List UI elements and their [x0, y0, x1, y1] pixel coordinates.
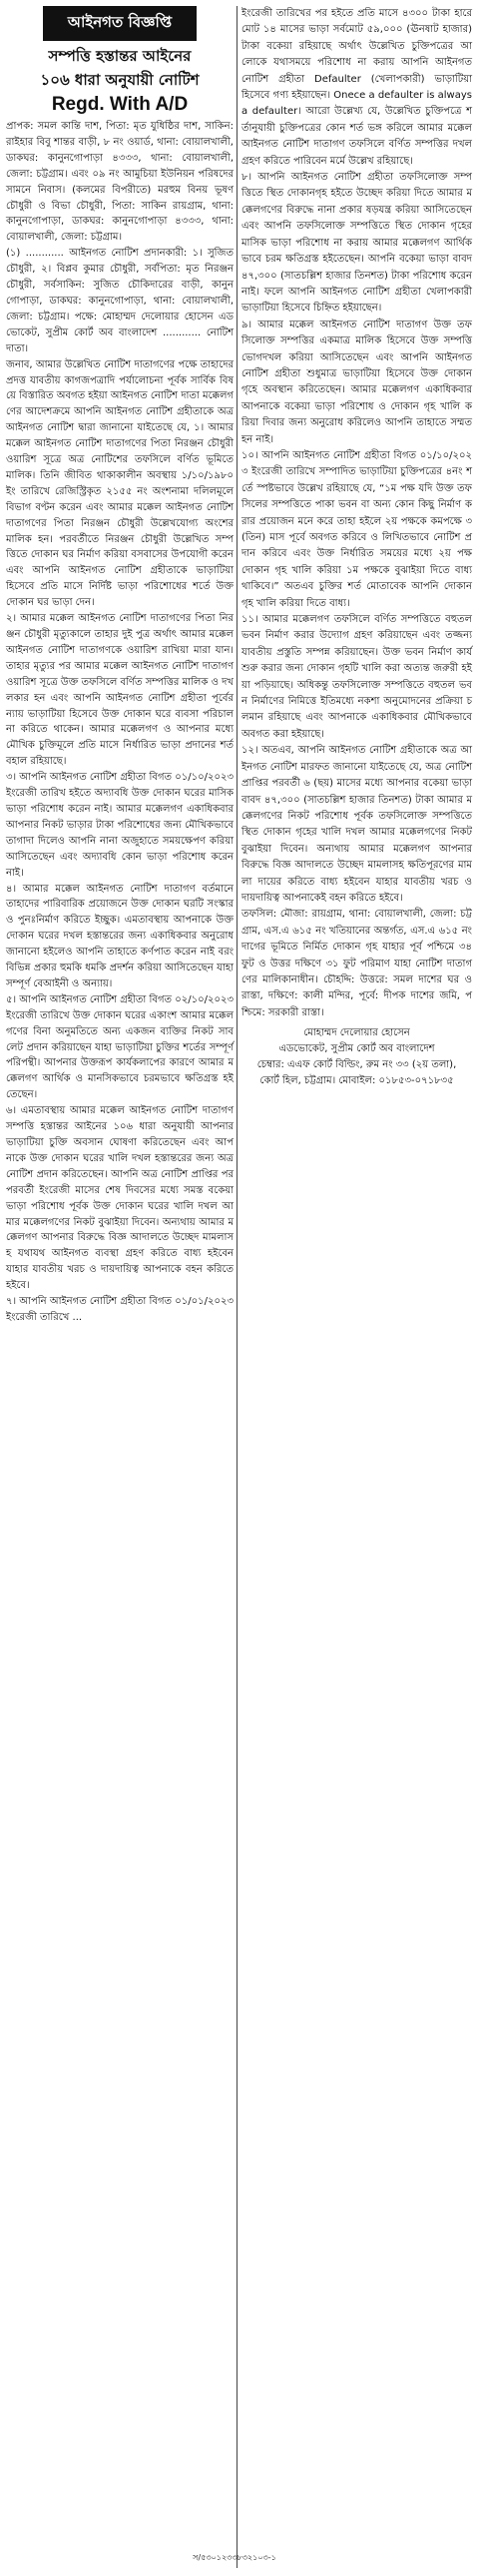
notice-headline-line1: সম্পত্তি হস্তান্তর আইনের — [48, 47, 192, 65]
notice-headline-line2: ১০৬ ধারা অনুযায়ী নোটিশ — [40, 71, 200, 89]
notice-body-right: ইংরেজী তারিখের পর হইতে প্রতি মাসে ৪৩০০ টাকা হারে মোট ১৪ মাসের ভাড়া সর্বমোট ৫৯,০০০ (ঊনষাট হাজার) টাকা বকেয়া রহিয়াছে অর্থাৎ উল্লেখিত চুক্তিপত্রের আলোকে যথাসময়ে পরিশোধ না করায় আপনি আইনগত নোটিশ গ্রহীতা Defaulter (খেলাপকারী) ভাড়াটিয়া হিসেবে গণ্য হইয়াছেন। Onece a defaulter is always a defaulter। আরো উল্লেখ্য যে, উল্লেখিত চুক্তিপত্রে শর্তানুযায়ী চুক্তিপত্রের কোন শর্ত ভঙ্গ করিলে আমার মক্কেল আইনগত নোটিশ দাতাগণ তফসিলে বর্ণিত সম্পত্তির দখল গ্রহণ করিতে পারিবেন মর্মে উল্লেখ রহিয়াছে। ৮। আপনি আইনগত নোটিশ গ্রহীতা তফসিলোক্ত সম্পত্তিতে স্থিত দোকানগৃহ হইতে উচ্ছেদ করিয়া দিতে আমার মক্কেলগণের বিরুদ্ধে নানা প্রকার ষড়যন্ত্র করিয়া আসিতেছেন এবং আপনি তফসিলোক্ত সম্পত্তিতে স্থিত দোকান গৃহের মাসিক ভাড়া পরিশোধ না করায় আমার মক্কেলগণ আর্থিকভাবে চরম ক্ষতিগ্রস্ত হইতেছেন। আপনি বকেয়া ভাড়া বাবদ ৪৭,৩০০ (সাতচল্লিশ হাজার তিনশত) টাকা পরিশোধ করেন নাই। ফলে আপনি আইনগত নোটিশ গ্রহীতা খেলাপকারী ভাড়াটিয়া হিসেবে চিহ্নিত হইয়াছেন। ৯। আমার মক্কেল আইনগত নোটিশ দাতাগণ উক্ত তফসিলোক্ত সম্পত্তির একমাত্র মালিক হিসেবে উক্ত সম্পত্তি ভোগদখল করিয়া আসিতেছেন এবং আপনি আইনগত নোটিশ গ্রহীতা শুধুমাত্র ভাড়াটিয়া হিসেবে উক্ত দোকান গৃহে অবস্থান করিতেছেন। আমার মক্কেলগণ একাধিকবার আপনাকে বকেয়া ভাড়া পরিশোধ ও দোকান গৃহ খালি করিয়া দিবার জন্য অনুরোধ করিলেও আপনি তাহাতে সম্মত হন নাই। ১০। আপনি আইনগত নোটিশ গ্রহীতা বিগত ০১/১০/২০২৩ ইংরেজী তারিখে সম্পাদিত ভাড়াটিয়া চুক্তিপত্রের ৪নং শর্তে স্পষ্টভাবে উল্লেখ রহিয়াছে যে, “১ম পক্ষ যদি উক্ত তফসিলের সম্পত্তিতে পাকা ভবন বা অন্য কোন কিছু নির্মাণ করার প্রয়োজন মনে করে তাহা হইলে ২য় পক্ষকে কমপক্ষে ৩ (তিন) মাস পূর্বে অবগত করিবে ও লিখিতভাবে নোটিশ প্রদান করিবে এবং উক্ত নির্ধারিত সময়ের মধ্যে ২য় পক্ষ দোকান গৃহ খালি করিয়া ১ম পক্ষকে বুঝাইয়া দিতে বাধ্য থাকিবে।” অতএব চুক্তির শর্ত মোতাবেক আপনি দোকান গৃহ খালি করিয়া দিতে বাধ্য। ১১। আমার মক্কেলগণ তফসিলে বর্ণিত সম্পত্তিতে বহুতল ভবন নির্মাণ করার উদ্যোগ গ্রহণ করিয়াছেন এবং তজ্জন্য যাবতীয় প্রস্তুতি সম্পন্ন করিয়াছেন। উক্ত ভবন নির্মাণ কার্য শুরু করার জন্য দোকান গৃহটি খালি করা অত্যন্ত জরুরী হইয়া পড়িয়াছে। অধিকন্তু তফসিলোক্ত সম্পত্তিতে বহুতল ভবন নির্মাণের নিমিত্তে ইতিমধ্যে নকশা অনুমোদনের প্রক্রিয়া চলমান রহিয়াছে এবং আপনাকে একাধিকবার মৌখিকভাবে অবগত করা হইয়াছে। ১২। অতএব, আপনি আইনগত নোটিশ গ্রহীতাকে অত্র আইনগত নোটিশ মারফত জানানো যাইতেছে যে, অত্র নোটিশ প্রাপ্তির পরবর্তী ৬ (ছয়) মাসের মধ্যে আপনার বকেয়া ভাড়া বাবদ ৪৭,৩০০ (সাতচল্লিশ হাজার তিনশত) টাকা আমার মক্কেলগণের নিকট পরিশোধ পূর্বক তফসিলোক্ত সম্পত্তিতে স্থিত দোকান গৃহের খালি দখল আমার মক্কেলগণের নিকট বুঝাইয়া দিবেন। অন্যথায় আমার মক্কেলগণ আপনার বিরুদ্ধে বিজ্ঞ আদালতে উচ্ছেদ মামলাসহ ক্ষতিপূরণের মামলা দায়ের করিতে বাধ্য হইবেন যাহার যাবতীয় খরচ ও দায়দায়িত্ব আপনাকেই বহন করিতে হইবে। তফসিল: মৌজা: রায়গ্রাম, থানা: বোয়ালখালী, জেলা: চট্টগ্রাম, এস.এ ৬১৫ নং খতিয়ানের অন্তর্গত, এস.এ ৬১৫ নং দাগের ভূমিতে নির্মিত দোকান গৃহ যাহার পূর্ব পশ্চিমে ৩৪ ফুট ও উত্তর দক্ষিণে ৩১ ফুট পরিমাণ যাহা নোটিশ দাতাগণের মালিকানাধীন। চৌহদ্দি: উত্তরে: সমল দাশের ঘর ও রাস্তা, দক্ষিণে: কালী মন্দির, পূর্বে: দীপক দাশের জমি, পশ্চিমে: সরকারী রাস্তা। — [241, 8, 472, 1018]
column-divider — [237, 6, 238, 2568]
print-code: স/৫৩০১২৩৩৮৩২১০৩-১ — [193, 2553, 276, 2562]
right-column — [241, 6, 472, 1089]
notice-headline-line3: Regd. With A/D — [51, 94, 189, 115]
notice-label: আইনগত বিজ্ঞপ্তি — [43, 6, 197, 41]
notice-body-left: প্রাপক: সমল কান্তি দাশ, পিতা: মৃত যুধিষ্ঠির দাশ, সাকিন: রাইহার বিবু শান্তর বাড়ী, ৮ নং ওয়ার্ড, থানা: বোয়ালখালী, ডাকঘর: কানুনগোপাড়া ৪৩৩৩, থানা: বোয়ালখালী, জেলা: চট্টগ্রাম। এবং ০৯ নং আমুচিয়া ইউনিয়ন পরিষদের সামনে নিবাস। (কলমের বিপরীতে) মরহুম বিনয় ভূষণ চৌধুরী ও বিভা চৌধুরী, পিতা: সাকিন রায়গ্রাম, থানা: কানুনগোপাড়া, ডাকঘর: কানুনগোপাড়া ৪৩৩৩, থানা: বোয়ালখালী, জেলা: চট্টগ্রাম। (১) ............ আইনগত নোটিশ প্রদানকারী: ১। সুজিত চৌধুরী, ২। বিপ্লব কুমার চৌধুরী, সর্বপিতা: মৃত নিরঞ্জন চৌধুরী, সর্বসাকিন: সুজিত চৌকিদারের বাড়ী, কানুনগোপাড়া, ডাকঘর: কানুনগোপাড়া, থানা: বোয়ালখালী, জেলা: চট্টগ্রাম। পক্ষে: মোহাম্মদ দেলোয়ার হোসেন এডভোকেট, সুপ্রীম কোর্ট অব বাংলাদেশ ............ নোটিশ দাতা। জনাব, আমার উল্লেখিত নোটিশ দাতাগণের পক্ষে তাহাদের প্রদত্ত যাবতীয় কাগজপত্রাদি পর্যালোচনা পূর্বক সার্বিক বিষয়ে বিস্তারিত অবগত হইয়া আইনগত নোটিশ দাতা মক্কেলগণের আদেশক্রমে আপনি আইনগত নোটিশ গ্রহীতাকে অত্র আইনগত নোটিশ দ্বারা জানানো যাইতেছে যে, ১। আমার মক্কেল আইনগত নোটিশ দাতাগণের পিতা নিরঞ্জন চৌধুরী ওয়ারিশ সূত্রে অত্র নোটিশের তফসিলে বর্ণিত ভূমিতে মালিক। তিনি জীবিত থাকাকালীন অবস্থায় ১/১০/১৯৮০ ইং তারিখে রেজিস্ট্রিকৃত ২১৫৫ নং অংশনামা দলিলমূলে বিভাগ বণ্টন করেন এবং আমার মক্কেল আইনগত নোটিশ দাতাগণের পিতা নিরঞ্জন চৌধুরী উল্লেখযোগ্য অংশের মালিক হন। পরবর্তীতে নিরঞ্জন চৌধুরী উল্লেখিত সম্পত্তিতে দোকান ঘর নির্মাণ করিয়া বসবাসের উপযোগী করেন এবং আপনি আইনগত নোটিশ গ্রহীতাকে ভাড়াটিয়া হিসেবে প্রতি মাসে নির্দিষ্ট ভাড়া পরিশোধের শর্তে উক্ত দোকান ঘর ভাড়া দেন। ২। আমার মক্কেল আইনগত নোটিশ দাতাগণের পিতা নিরঞ্জন চৌধুরী মৃত্যুকালে তাহার দুই পুত্র অর্থাৎ আমার মক্কেল আইনগত নোটিশ দাতাগণকে ওয়ারিশ রাখিয়া মারা যান। তাহার মৃত্যুর পর আমার মক্কেল আইনগত নোটিশ দাতাগণ ওয়ারিশ সূত্রে উক্ত তফসিলে বর্ণিত সম্পত্তির মালিক ও দখলকার হন এবং আপনি আইনগত নোটিশ গ্রহীতা পূর্বের ন্যায় ভাড়াটিয়া হিসেবে উক্ত দোকান ঘরে ব্যবসা পরিচালনা করিতে থাকেন। আমার মক্কেলগণ ও আপনার মধ্যে মৌখিক চুক্তিমূলে প্রতি মাসে নির্ধারিত ভাড়া প্রদানের শর্ত বহাল রহিয়াছে। ৩। আপনি আইনগত নোটিশ গ্রহীতা বিগত ০১/১০/২০২৩ ইংরেজী তারিখ হইতে অদ্যাবধি উক্ত দোকান ঘরের মাসিক ভাড়া পরিশোধ করেন নাই। আমার মক্কেলগণ একাধিকবার আপনার নিকট ভাড়ার টাকা পরিশোধের জন্য মৌখিকভাবে তাগাদা দিলেও আপনি নানা অজুহাতে সময়ক্ষেপণ করিয়া আসিতেছেন এবং অদ্যাবধি কোন ভাড়া পরিশোধ করেন নাই। ৪। আমার মক্কেল আইনগত নোটিশ দাতাগণ বর্তমানে তাহাদের পারিবারিক প্রয়োজনে উক্ত দোকান ঘরটি সংস্কার ও পুনঃনির্মাণ করিতে ইচ্ছুক। এমতাবস্থায় আপনাকে উক্ত দোকান ঘরের দখল হস্তান্তরের জন্য একাধিকবার অনুরোধ জানানো হইলেও আপনি তাহাতে কর্ণপাত করেন নাই বরং বিভিন্ন প্রকার হুমকি ধমকি প্রদর্শন করিয়া আসিতেছেন যাহা সম্পূর্ণ বেআইনী ও অন্যায়। ৫। আপনি আইনগত নোটিশ গ্রহীতা বিগত ০২/১০/২০২৩ ইংরেজী তারিখে উক্ত দোকান ঘরের একাংশ আমার মক্কেলগণের বিনা অনুমতিতে অন্য একজন ব্যক্তির নিকট সাবলেট প্রদান করিয়াছেন যাহা ভাড়াটিয়া চুক্তির শর্তের সম্পূর্ণ পরিপন্থী। আপনার উক্তরূপ কার্যকলাপের কারণে আমার মক্কেলগণ আর্থিক ও মানসিকভাবে চরমভাবে ক্ষতিগ্রস্ত হইতেছেন। ৬। এমতাবস্থায় আমার মক্কেল আইনগত নোটিশ দাতাগণ সম্পত্তি হস্তান্তর আইনের ১০৬ ধারা অনুযায়ী আপনার ভাড়াটিয়া চুক্তি অবসান ঘোষণা করিতেছেন এবং আপনাকে উক্ত দোকান ঘরের খালি দখল হস্তান্তরের জন্য অত্র নোটিশ প্রদান করিতেছেন। আপনি অত্র নোটিশ প্রাপ্তির পর পরবর্তী ইংরেজী মাসের শেষ দিবসের মধ্যে সমস্ত বকেয়া ভাড়া পরিশোধ পূর্বক উক্ত দোকান ঘরের খালি দখল আমার মক্কেলগণের নিকট বুঝাইয়া দিবেন। অন্যথায় আমার মক্কেলগণ আপনার বিরুদ্ধে বিজ্ঞ আদালতে উচ্ছেদ মামলাসহ যথাযথ আইনগত ব্যবস্থা গ্রহণ করিতে বাধ্য হইবেন যাহার যাবতীয় খরচ ও দায়দায়িত্ব আপনাকে বহন করিতে হইবে। ৭। আপনি আইনগত নোটিশ গ্রহীতা বিগত ০১/০১/২০২৩ ইংরেজী তারিখে ... — [6, 121, 234, 1323]
left-column — [6, 6, 234, 1326]
advocate-signature: মোহাম্মদ দেলোয়ার হোসেন এডভোকেট, সুপ্রীম কোর্ট অব বাংলাদেশ চেম্বার: এএফ কোর্ট বিল্ডিং, রুম নং ৩৩ (২য় তলা), কোর্ট হিল, চট্টগ্রাম। মোবাইল: ০১৮৫৩-০৭১৮৩৫ — [256, 1027, 457, 1087]
